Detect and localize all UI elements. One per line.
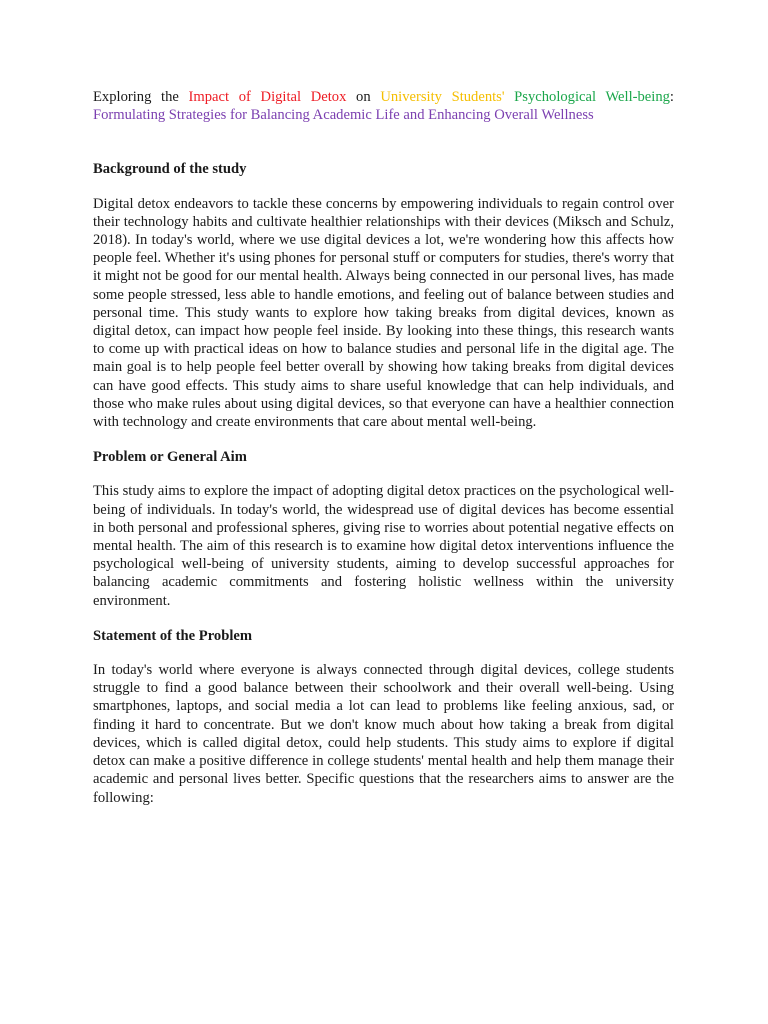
document-title [93, 88, 674, 124]
document-page [93, 88, 674, 824]
title-part-3: on [346, 89, 381, 105]
title-part-psychological-wellbeing: Psychological Well-being [514, 89, 670, 105]
title-part-university-students: University Students' [380, 89, 505, 105]
title-part-impact: Impact of Digital Detox [188, 89, 347, 105]
section-body-statement-of-problem: In today's world where everyone is always connected through digital devices, college students struggle to find a good balance between their schoolwork and their overall well-being. Using smartphones, laptops, and social media a lot can lead to problems like feeling anxious, sad, or finding it hard to concentrate. But we don't know much about how taking a break from digital devices, which is called digital detox, could help students. This study aims to explore if digital detox can make a positive difference in college students' mental health and help them manage their academic and personal lives better. Specific questions that the researchers aims to answer are the following: [93, 662, 674, 806]
section-heading-general-aim: Problem or General Aim [93, 449, 247, 466]
section-heading-statement-of-problem: Statement of the Problem [93, 627, 253, 644]
title-part-strategies: Formulating Strategies for Balancing Academic Life and Enhancing Overall Wellness [93, 107, 594, 124]
title-part-1: Exploring the [93, 89, 189, 105]
section-heading-background: Background of the study [93, 161, 247, 178]
title-part-7: : [669, 89, 674, 105]
section-body-general-aim: This study aims to explore the impact of adopting digital detox practices on the psychological well-being of individuals. In today's world, the widespread use of digital devices has become essential in both personal and professional spheres, giving rise to worries about potential negative effects on mental health. The aim of this research is to examine how digital detox interventions influence the psychological well-being of university students, aiming to develop successful approaches for balancing academic commitments and fostering holistic wellness within the university environment. [93, 483, 674, 609]
section-body-background: Digital detox endeavors to tackle these concerns by empowering individuals to regain control over their technology habits and cultivate healthier relationships with their devices (Miksch and Schulz, 2018). In today's world, where we use digital devices a lot, we're wondering how this affects how people feel. Whether it's using phones for personal stuff or computers for studies, there's worry that it might not be good for our mental health. Always being connected in our personal lives, has made some people stressed, less able to handle emotions, and feeling out of balance between studies and personal time. This study wants to explore how taking breaks from digital devices, known as digital detox, can impact how people feel inside. By looking into these things, this research wants to come up with practical ideas on how to balance studies and personal life in the digital age. The main goal is to help people feel better overall by showing how taking breaks from digital devices can have good effects. This study aims to share useful knowledge that can help individuals, and those who make rules about using digital devices, so that everyone can have a healthier connection with technology and create environments that care about mental well-being. [93, 195, 674, 431]
title-part-5 [505, 89, 515, 105]
